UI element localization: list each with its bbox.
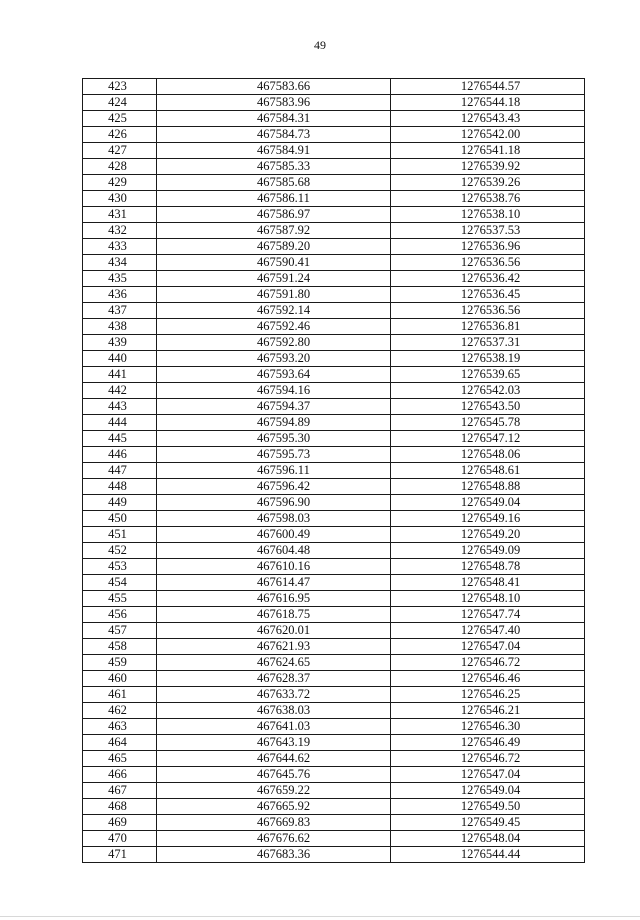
point-number-cell: 426 [83, 127, 157, 143]
x-coordinate-cell: 467683.36 [157, 847, 391, 863]
table-row [83, 799, 585, 815]
point-number-cell: 466 [83, 767, 157, 783]
y-coordinate-cell: 1276547.04 [391, 767, 585, 783]
point-number-cell: 454 [83, 575, 157, 591]
x-coordinate-cell: 467628.37 [157, 671, 391, 687]
table-row [83, 143, 585, 159]
y-coordinate-cell: 1276548.06 [391, 447, 585, 463]
x-coordinate-cell: 467621.93 [157, 639, 391, 655]
x-coordinate-cell: 467586.97 [157, 207, 391, 223]
y-coordinate-cell: 1276539.26 [391, 175, 585, 191]
x-coordinate-cell: 467584.91 [157, 143, 391, 159]
x-coordinate-cell: 467583.66 [157, 79, 391, 95]
table-row [83, 543, 585, 559]
point-number-cell: 468 [83, 799, 157, 815]
x-coordinate-cell: 467586.11 [157, 191, 391, 207]
point-number-cell: 450 [83, 511, 157, 527]
table-row [83, 351, 585, 367]
point-number-cell: 431 [83, 207, 157, 223]
table-row [83, 495, 585, 511]
y-coordinate-cell: 1276544.44 [391, 847, 585, 863]
y-coordinate-cell: 1276543.50 [391, 399, 585, 415]
x-coordinate-cell: 467618.75 [157, 607, 391, 623]
table-row [83, 527, 585, 543]
point-number-cell: 428 [83, 159, 157, 175]
table-row [83, 111, 585, 127]
y-coordinate-cell: 1276543.43 [391, 111, 585, 127]
point-number-cell: 444 [83, 415, 157, 431]
table-row [83, 367, 585, 383]
point-number-cell: 465 [83, 751, 157, 767]
point-number-cell: 456 [83, 607, 157, 623]
x-coordinate-cell: 467644.62 [157, 751, 391, 767]
point-number-cell: 469 [83, 815, 157, 831]
x-coordinate-cell: 467596.42 [157, 479, 391, 495]
y-coordinate-cell: 1276547.74 [391, 607, 585, 623]
table-row [83, 287, 585, 303]
table-row [83, 383, 585, 399]
point-number-cell: 436 [83, 287, 157, 303]
table-row [83, 479, 585, 495]
point-number-cell: 427 [83, 143, 157, 159]
point-number-cell: 470 [83, 831, 157, 847]
point-number-cell: 455 [83, 591, 157, 607]
x-coordinate-cell: 467587.92 [157, 223, 391, 239]
y-coordinate-cell: 1276546.25 [391, 687, 585, 703]
y-coordinate-cell: 1276549.04 [391, 495, 585, 511]
x-coordinate-cell: 467594.16 [157, 383, 391, 399]
y-coordinate-cell: 1276537.31 [391, 335, 585, 351]
y-coordinate-cell: 1276544.57 [391, 79, 585, 95]
table-row [83, 271, 585, 287]
table-row [83, 671, 585, 687]
y-coordinate-cell: 1276542.03 [391, 383, 585, 399]
x-coordinate-cell: 467669.83 [157, 815, 391, 831]
point-number-cell: 447 [83, 463, 157, 479]
x-coordinate-cell: 467600.49 [157, 527, 391, 543]
table-row [83, 175, 585, 191]
x-coordinate-cell: 467595.73 [157, 447, 391, 463]
x-coordinate-cell: 467594.89 [157, 415, 391, 431]
y-coordinate-cell: 1276538.10 [391, 207, 585, 223]
point-number-cell: 442 [83, 383, 157, 399]
table-row [83, 751, 585, 767]
x-coordinate-cell: 467592.46 [157, 319, 391, 335]
y-coordinate-cell: 1276549.16 [391, 511, 585, 527]
table-row [83, 447, 585, 463]
y-coordinate-cell: 1276548.10 [391, 591, 585, 607]
x-coordinate-cell: 467645.76 [157, 767, 391, 783]
point-number-cell: 441 [83, 367, 157, 383]
point-number-cell: 434 [83, 255, 157, 271]
table-row [83, 415, 585, 431]
x-coordinate-cell: 467585.68 [157, 175, 391, 191]
y-coordinate-cell: 1276549.50 [391, 799, 585, 815]
y-coordinate-cell: 1276546.30 [391, 719, 585, 735]
table-row [83, 703, 585, 719]
x-coordinate-cell: 467614.47 [157, 575, 391, 591]
y-coordinate-cell: 1276537.53 [391, 223, 585, 239]
table-row [83, 303, 585, 319]
table-row [83, 575, 585, 591]
point-number-cell: 461 [83, 687, 157, 703]
table-row [83, 399, 585, 415]
point-number-cell: 445 [83, 431, 157, 447]
table-row [83, 815, 585, 831]
y-coordinate-cell: 1276536.81 [391, 319, 585, 335]
table-row [83, 191, 585, 207]
point-number-cell: 438 [83, 319, 157, 335]
y-coordinate-cell: 1276538.19 [391, 351, 585, 367]
point-number-cell: 440 [83, 351, 157, 367]
y-coordinate-cell: 1276536.96 [391, 239, 585, 255]
table-row [83, 655, 585, 671]
x-coordinate-cell: 467620.01 [157, 623, 391, 639]
y-coordinate-cell: 1276549.09 [391, 543, 585, 559]
table-row [83, 719, 585, 735]
table-row [83, 847, 585, 863]
point-number-cell: 462 [83, 703, 157, 719]
x-coordinate-cell: 467590.41 [157, 255, 391, 271]
y-coordinate-cell: 1276536.42 [391, 271, 585, 287]
x-coordinate-cell: 467591.24 [157, 271, 391, 287]
x-coordinate-cell: 467604.48 [157, 543, 391, 559]
x-coordinate-cell: 467596.90 [157, 495, 391, 511]
point-number-cell: 446 [83, 447, 157, 463]
point-number-cell: 451 [83, 527, 157, 543]
y-coordinate-cell: 1276549.45 [391, 815, 585, 831]
y-coordinate-cell: 1276546.21 [391, 703, 585, 719]
x-coordinate-cell: 467591.80 [157, 287, 391, 303]
y-coordinate-cell: 1276548.88 [391, 479, 585, 495]
table-row [83, 255, 585, 271]
coordinate-table [82, 78, 585, 863]
table-row [83, 127, 585, 143]
point-number-cell: 448 [83, 479, 157, 495]
table-row [83, 735, 585, 751]
point-number-cell: 467 [83, 783, 157, 799]
x-coordinate-cell: 467676.62 [157, 831, 391, 847]
point-number-cell: 457 [83, 623, 157, 639]
page-number: 49 [314, 38, 326, 52]
table-row [83, 159, 585, 175]
table-row [83, 767, 585, 783]
y-coordinate-cell: 1276544.18 [391, 95, 585, 111]
x-coordinate-cell: 467596.11 [157, 463, 391, 479]
y-coordinate-cell: 1276549.04 [391, 783, 585, 799]
point-number-cell: 435 [83, 271, 157, 287]
y-coordinate-cell: 1276548.04 [391, 831, 585, 847]
coordinate-table-body [83, 79, 585, 863]
table-row [83, 559, 585, 575]
y-coordinate-cell: 1276546.46 [391, 671, 585, 687]
x-coordinate-cell: 467585.33 [157, 159, 391, 175]
table-row [83, 591, 585, 607]
x-coordinate-cell: 467641.03 [157, 719, 391, 735]
point-number-cell: 471 [83, 847, 157, 863]
y-coordinate-cell: 1276542.00 [391, 127, 585, 143]
x-coordinate-cell: 467594.37 [157, 399, 391, 415]
y-coordinate-cell: 1276536.56 [391, 255, 585, 271]
point-number-cell: 460 [83, 671, 157, 687]
y-coordinate-cell: 1276538.76 [391, 191, 585, 207]
point-number-cell: 458 [83, 639, 157, 655]
x-coordinate-cell: 467633.72 [157, 687, 391, 703]
x-coordinate-cell: 467616.95 [157, 591, 391, 607]
x-coordinate-cell: 467643.19 [157, 735, 391, 751]
table-row [83, 623, 585, 639]
page-bottom-edge [0, 916, 640, 917]
x-coordinate-cell: 467593.20 [157, 351, 391, 367]
point-number-cell: 439 [83, 335, 157, 351]
point-number-cell: 423 [83, 79, 157, 95]
y-coordinate-cell: 1276536.45 [391, 287, 585, 303]
x-coordinate-cell: 467624.65 [157, 655, 391, 671]
y-coordinate-cell: 1276549.20 [391, 527, 585, 543]
point-number-cell: 452 [83, 543, 157, 559]
y-coordinate-cell: 1276545.78 [391, 415, 585, 431]
x-coordinate-cell: 467610.16 [157, 559, 391, 575]
x-coordinate-cell: 467638.03 [157, 703, 391, 719]
x-coordinate-cell: 467595.30 [157, 431, 391, 447]
x-coordinate-cell: 467583.96 [157, 95, 391, 111]
x-coordinate-cell: 467593.64 [157, 367, 391, 383]
point-number-cell: 459 [83, 655, 157, 671]
y-coordinate-cell: 1276539.65 [391, 367, 585, 383]
table-row [83, 223, 585, 239]
y-coordinate-cell: 1276546.49 [391, 735, 585, 751]
table-row [83, 239, 585, 255]
point-number-cell: 429 [83, 175, 157, 191]
y-coordinate-cell: 1276548.78 [391, 559, 585, 575]
point-number-cell: 425 [83, 111, 157, 127]
y-coordinate-cell: 1276536.56 [391, 303, 585, 319]
table-row [83, 783, 585, 799]
point-number-cell: 424 [83, 95, 157, 111]
table-row [83, 79, 585, 95]
point-number-cell: 437 [83, 303, 157, 319]
table-row [83, 463, 585, 479]
table-row [83, 95, 585, 111]
x-coordinate-cell: 467592.14 [157, 303, 391, 319]
point-number-cell: 433 [83, 239, 157, 255]
y-coordinate-cell: 1276546.72 [391, 655, 585, 671]
table-row [83, 335, 585, 351]
table-row [83, 687, 585, 703]
point-number-cell: 464 [83, 735, 157, 751]
table-row [83, 431, 585, 447]
point-number-cell: 463 [83, 719, 157, 735]
y-coordinate-cell: 1276547.40 [391, 623, 585, 639]
y-coordinate-cell: 1276546.72 [391, 751, 585, 767]
point-number-cell: 430 [83, 191, 157, 207]
x-coordinate-cell: 467598.03 [157, 511, 391, 527]
point-number-cell: 432 [83, 223, 157, 239]
table-row [83, 207, 585, 223]
x-coordinate-cell: 467665.92 [157, 799, 391, 815]
y-coordinate-cell: 1276548.41 [391, 575, 585, 591]
point-number-cell: 453 [83, 559, 157, 575]
table-row [83, 607, 585, 623]
table-row [83, 511, 585, 527]
table-row [83, 639, 585, 655]
x-coordinate-cell: 467592.80 [157, 335, 391, 351]
x-coordinate-cell: 467659.22 [157, 783, 391, 799]
y-coordinate-cell: 1276541.18 [391, 143, 585, 159]
point-number-cell: 449 [83, 495, 157, 511]
table-row [83, 831, 585, 847]
y-coordinate-cell: 1276548.61 [391, 463, 585, 479]
table-row [83, 319, 585, 335]
y-coordinate-cell: 1276539.92 [391, 159, 585, 175]
point-number-cell: 443 [83, 399, 157, 415]
x-coordinate-cell: 467589.20 [157, 239, 391, 255]
y-coordinate-cell: 1276547.04 [391, 639, 585, 655]
x-coordinate-cell: 467584.31 [157, 111, 391, 127]
x-coordinate-cell: 467584.73 [157, 127, 391, 143]
y-coordinate-cell: 1276547.12 [391, 431, 585, 447]
